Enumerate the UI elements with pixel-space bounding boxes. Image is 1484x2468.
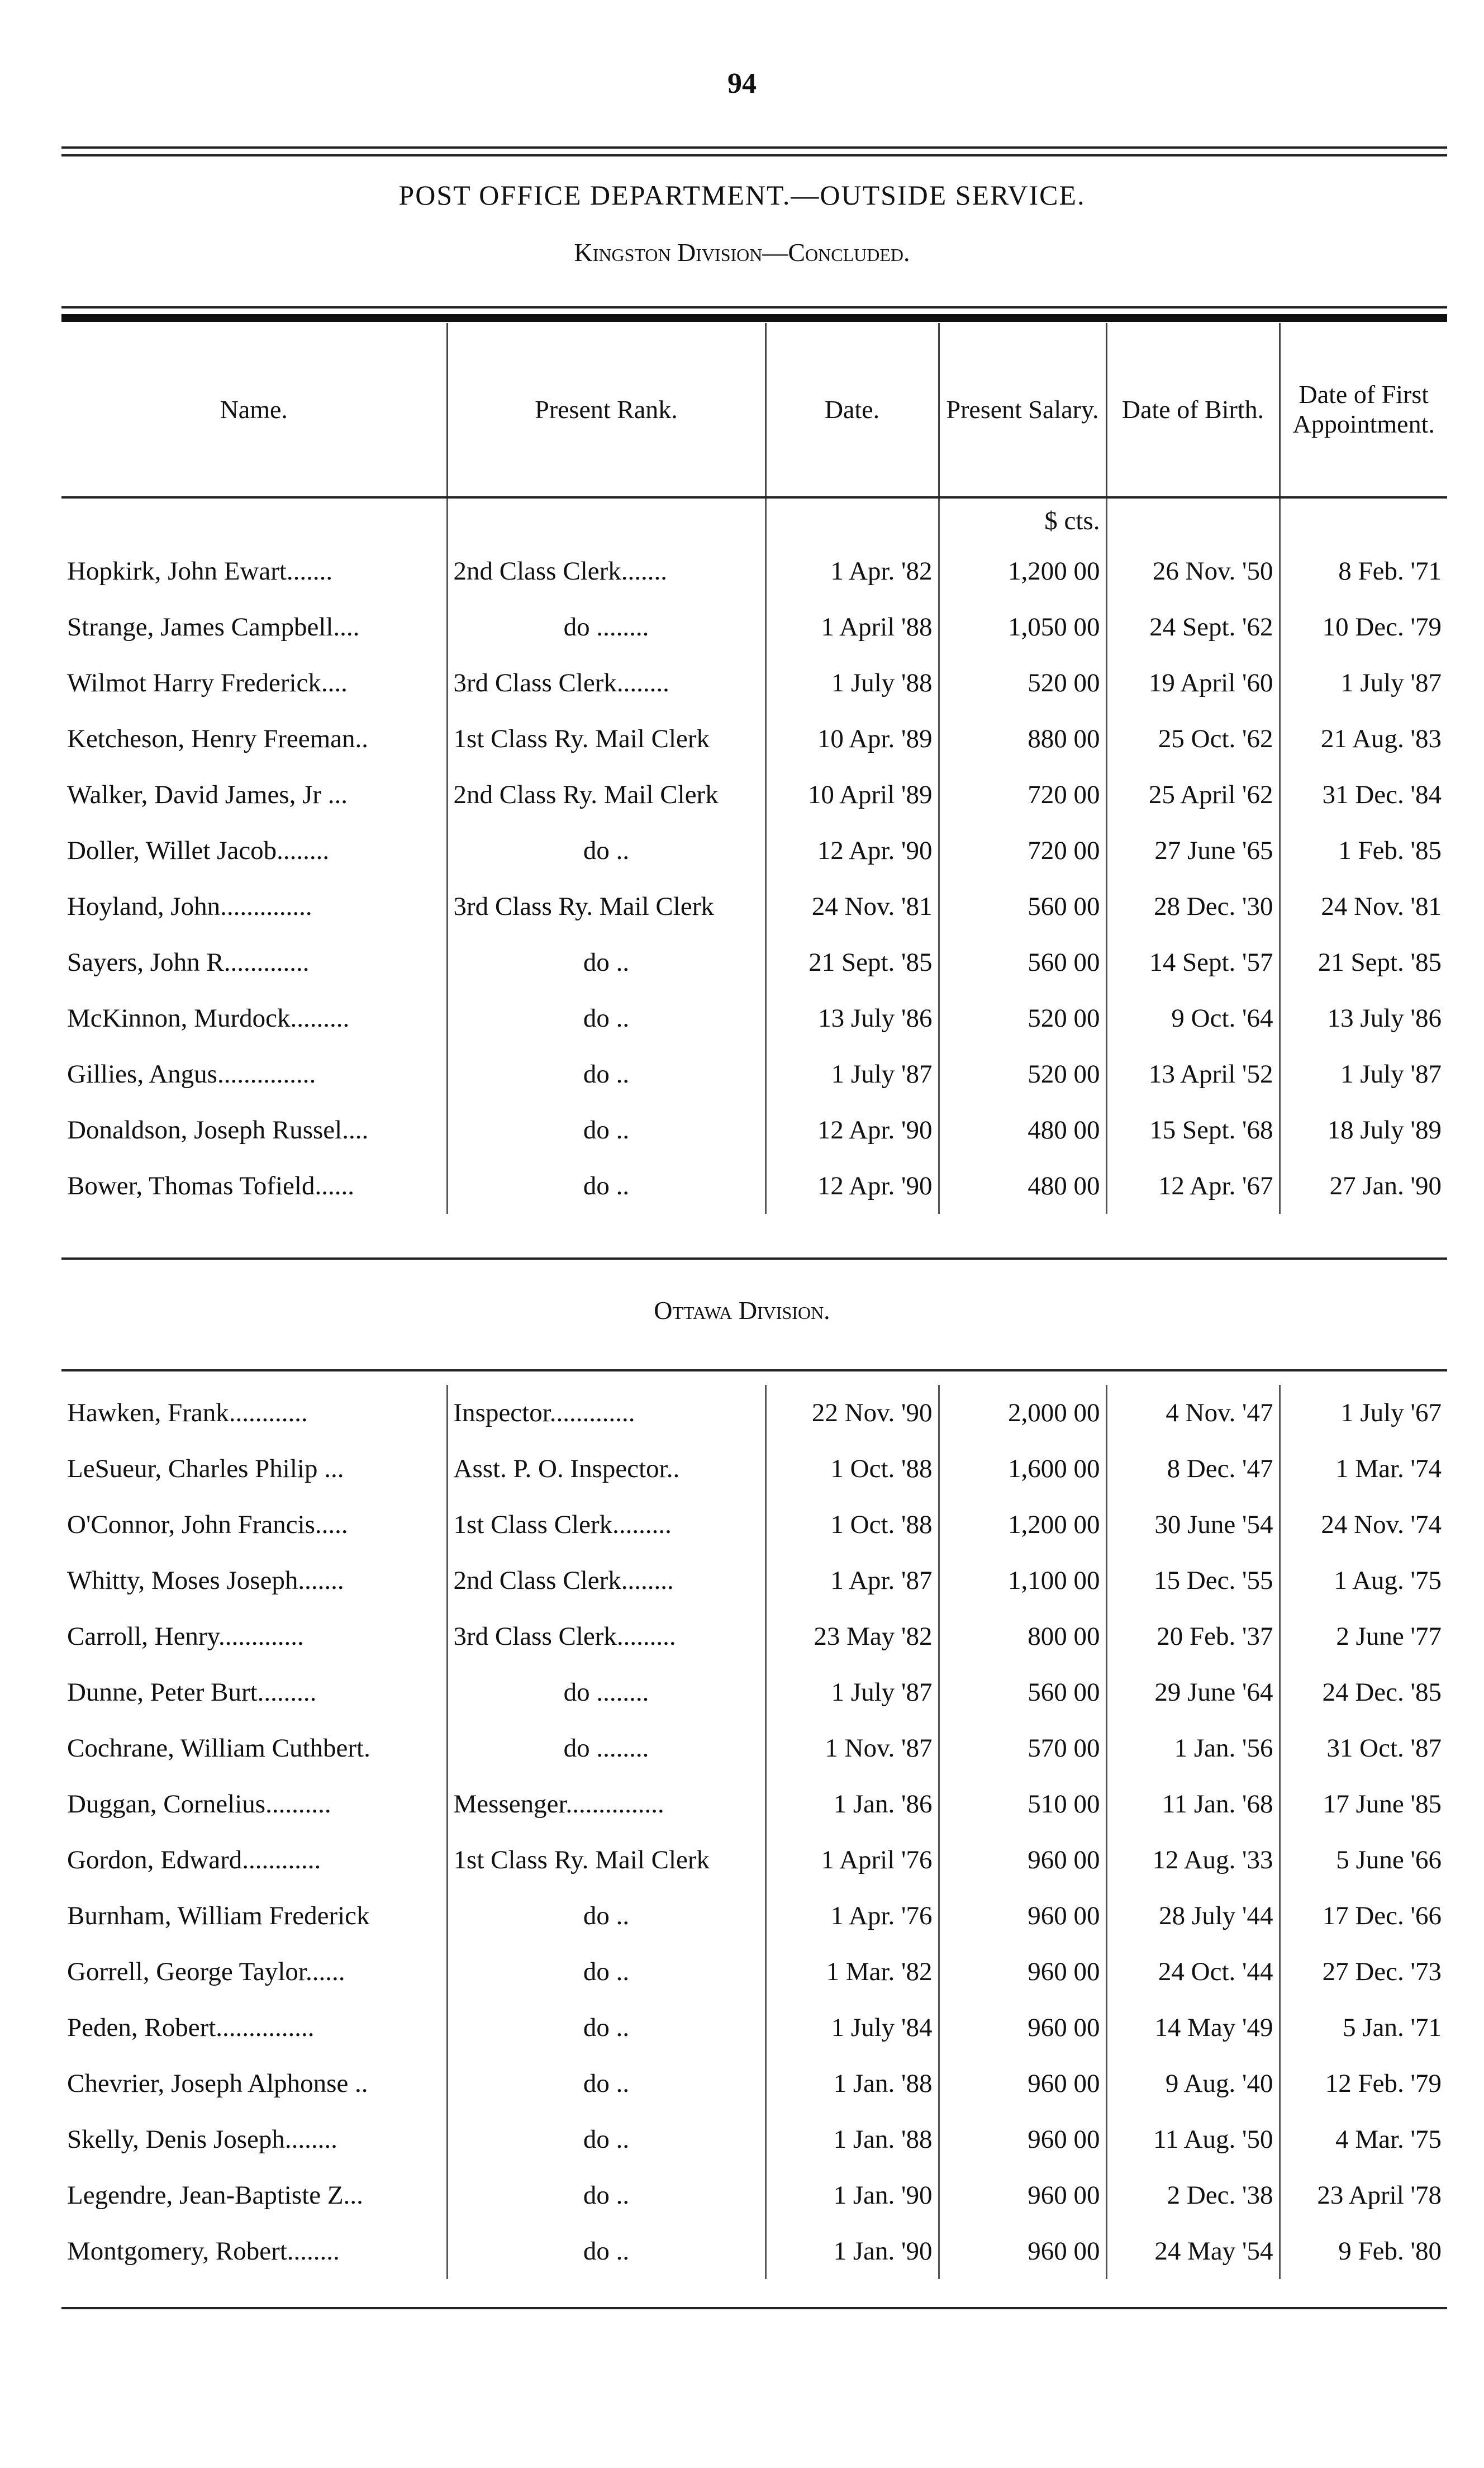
bottom-rule xyxy=(61,2307,1447,2309)
col-header-date: Date. xyxy=(765,323,939,497)
first-appointment-cell: 18 July '89 xyxy=(1280,1102,1447,1158)
date-cell: 24 Nov. '81 xyxy=(765,879,939,934)
col-header-rank: Present Rank. xyxy=(447,323,765,497)
date-cell: 1 July '87 xyxy=(765,1664,939,1720)
date-cell: 1 Oct. '88 xyxy=(765,1497,939,1553)
rank-cell: Inspector............. xyxy=(447,1385,765,1441)
rank-cell: 1st Class Clerk......... xyxy=(447,1497,765,1553)
birth-date-cell: 27 June '65 xyxy=(1106,823,1280,879)
table-row xyxy=(61,1664,1447,1720)
first-appointment-cell: 1 July '87 xyxy=(1280,655,1447,711)
first-appointment-cell: 27 Jan. '90 xyxy=(1280,1158,1447,1214)
salary-cell: 960 00 xyxy=(939,1888,1106,1944)
rank-cell: 3rd Class Ry. Mail Clerk xyxy=(447,879,765,934)
date-cell: 1 Jan. '88 xyxy=(765,2111,939,2167)
birth-date-cell: 20 Feb. '37 xyxy=(1106,1608,1280,1664)
birth-date-cell: 28 July '44 xyxy=(1106,1888,1280,1944)
name-cell: McKinnon, Murdock......... xyxy=(67,1004,350,1033)
name-cell: Doller, Willet Jacob........ xyxy=(67,836,330,865)
salary-cell: 1,600 00 xyxy=(939,1441,1106,1497)
table-row xyxy=(61,1158,1447,1214)
name-cell: Walker, David James, Jr ... xyxy=(67,780,348,809)
table-row xyxy=(61,2223,1447,2279)
rank-cell: 1st Class Ry. Mail Clerk xyxy=(447,1832,765,1888)
birth-date-cell: 26 Nov. '50 xyxy=(1106,543,1280,599)
rank-cell: do .. xyxy=(447,1046,765,1102)
salary-cell: 960 00 xyxy=(939,1944,1106,2000)
first-appointment-cell: 31 Oct. '87 xyxy=(1280,1720,1447,1776)
date-cell: 1 April '76 xyxy=(765,1832,939,1888)
salary-cell: 960 00 xyxy=(939,1832,1106,1888)
table-row xyxy=(61,1553,1447,1608)
ottawa-division-title: Ottawa Division. xyxy=(654,1296,830,1325)
rank-cell: do ........ xyxy=(447,1720,765,1776)
birth-date-cell: 2 Dec. '38 xyxy=(1106,2167,1280,2223)
salary-cell: 960 00 xyxy=(939,2000,1106,2056)
first-appointment-cell: 31 Dec. '84 xyxy=(1280,767,1447,823)
table-row xyxy=(61,1102,1447,1158)
salary-cell: 520 00 xyxy=(939,990,1106,1046)
salary-units: $ cts. xyxy=(939,497,1106,543)
name-cell: Sayers, John R............. xyxy=(67,948,310,977)
name-cell: Dunne, Peter Burt......... xyxy=(67,1678,317,1707)
salary-cell: 1,200 00 xyxy=(939,1497,1106,1553)
kingston-division-title: Kingston Division—Concluded. xyxy=(574,238,910,267)
name-cell: Burnham, William Frederick xyxy=(67,1901,370,1930)
salary-cell: 570 00 xyxy=(939,1720,1106,1776)
date-cell: 13 July '86 xyxy=(765,990,939,1046)
salary-cell: 1,050 00 xyxy=(939,599,1106,655)
birth-date-cell: 1 Jan. '56 xyxy=(1106,1720,1280,1776)
birth-date-cell: 25 Oct. '62 xyxy=(1106,711,1280,767)
name-cell: Hoyland, John.............. xyxy=(67,892,312,921)
rank-cell: do ........ xyxy=(447,1664,765,1720)
first-appointment-cell: 2 June '77 xyxy=(1280,1608,1447,1664)
first-appointment-cell: 1 Mar. '74 xyxy=(1280,1441,1447,1497)
rank-cell: 2nd Class Clerk....... xyxy=(447,543,765,599)
name-cell: O'Connor, John Francis..... xyxy=(67,1510,348,1539)
name-cell: Chevrier, Joseph Alphonse .. xyxy=(67,2069,368,2098)
date-cell: 12 Apr. '90 xyxy=(765,1102,939,1158)
date-cell: 1 April '88 xyxy=(765,599,939,655)
name-cell: Peden, Robert............... xyxy=(67,2013,315,2042)
rank-cell: do .. xyxy=(447,1102,765,1158)
salary-cell: 720 00 xyxy=(939,767,1106,823)
table-row xyxy=(61,823,1447,879)
department-title: POST OFFICE DEPARTMENT.—OUTSIDE SERVICE. xyxy=(398,179,1086,211)
first-appointment-cell: 10 Dec. '79 xyxy=(1280,599,1447,655)
table-row xyxy=(61,2056,1447,2111)
kingston-end-rule xyxy=(61,1257,1447,1260)
first-appointment-cell: 5 June '66 xyxy=(1280,1832,1447,1888)
birth-date-cell: 19 April '60 xyxy=(1106,655,1280,711)
rank-cell: do .. xyxy=(447,1944,765,2000)
rank-cell: 2nd Class Clerk........ xyxy=(447,1553,765,1608)
first-appointment-cell: 1 Aug. '75 xyxy=(1280,1553,1447,1608)
date-cell: 1 Nov. '87 xyxy=(765,1720,939,1776)
date-cell: 23 May '82 xyxy=(765,1608,939,1664)
birth-date-cell: 9 Oct. '64 xyxy=(1106,990,1280,1046)
table-row xyxy=(61,655,1447,711)
birth-date-cell: 14 May '49 xyxy=(1106,2000,1280,2056)
first-appointment-cell: 1 Feb. '85 xyxy=(1280,823,1447,879)
birth-date-cell: 11 Jan. '68 xyxy=(1106,1776,1280,1832)
name-cell: Carroll, Henry............. xyxy=(67,1622,304,1651)
table-row xyxy=(61,1832,1447,1888)
table-row xyxy=(61,711,1447,767)
name-cell: Hawken, Frank............ xyxy=(67,1398,308,1427)
first-appointment-cell: 1 July '67 xyxy=(1280,1385,1447,1441)
name-cell: Duggan, Cornelius.......... xyxy=(67,1790,331,1819)
salary-cell: 880 00 xyxy=(939,711,1106,767)
table-row xyxy=(61,879,1447,934)
first-appointment-cell: 4 Mar. '75 xyxy=(1280,2111,1447,2167)
rank-cell: do .. xyxy=(447,823,765,879)
table-row xyxy=(61,1776,1447,1832)
top-rule-1 xyxy=(61,146,1447,149)
col-header-salary: Present Salary. xyxy=(939,323,1106,497)
birth-date-cell: 8 Dec. '47 xyxy=(1106,1441,1280,1497)
first-appointment-cell: 1 July '87 xyxy=(1280,1046,1447,1102)
first-appointment-cell: 24 Nov. '74 xyxy=(1280,1497,1447,1553)
table-row xyxy=(61,543,1447,599)
salary-cell: 480 00 xyxy=(939,1102,1106,1158)
first-appointment-cell: 13 July '86 xyxy=(1280,990,1447,1046)
first-appointment-cell: 24 Dec. '85 xyxy=(1280,1664,1447,1720)
date-cell: 21 Sept. '85 xyxy=(765,934,939,990)
rank-cell: 3rd Class Clerk......... xyxy=(447,1608,765,1664)
date-cell: 1 July '88 xyxy=(765,655,939,711)
salary-cell: 1,200 00 xyxy=(939,543,1106,599)
rank-cell: do .. xyxy=(447,2000,765,2056)
name-cell: Hopkirk, John Ewart....... xyxy=(67,557,333,586)
salary-cell: 960 00 xyxy=(939,2111,1106,2167)
date-cell: 1 Apr. '87 xyxy=(765,1553,939,1608)
salary-cell: 510 00 xyxy=(939,1776,1106,1832)
date-cell: 10 Apr. '89 xyxy=(765,711,939,767)
table-row xyxy=(61,1608,1447,1664)
salary-cell: 560 00 xyxy=(939,1664,1106,1720)
table-row xyxy=(61,2167,1447,2223)
date-cell: 1 Apr. '82 xyxy=(765,543,939,599)
col-header-first-appointment: Date of First Appointment. xyxy=(1280,323,1447,497)
name-cell: Ketcheson, Henry Freeman.. xyxy=(67,724,369,753)
birth-date-cell: 24 Sept. '62 xyxy=(1106,599,1280,655)
date-cell: 1 Jan. '90 xyxy=(765,2167,939,2223)
rank-cell: Messenger............... xyxy=(447,1776,765,1832)
date-cell: 12 Apr. '90 xyxy=(765,1158,939,1214)
birth-date-cell: 12 Apr. '67 xyxy=(1106,1158,1280,1214)
rank-cell: 2nd Class Ry. Mail Clerk xyxy=(447,767,765,823)
rank-cell: do .. xyxy=(447,1888,765,1944)
salary-cell: 960 00 xyxy=(939,2056,1106,2111)
table-row xyxy=(61,990,1447,1046)
first-appointment-cell: 23 April '78 xyxy=(1280,2167,1447,2223)
name-cell: Gordon, Edward............ xyxy=(67,1845,321,1874)
birth-date-cell: 24 Oct. '44 xyxy=(1106,1944,1280,2000)
date-cell: 10 April '89 xyxy=(765,767,939,823)
table-row xyxy=(61,1497,1447,1553)
first-appointment-cell: 9 Feb. '80 xyxy=(1280,2223,1447,2279)
rank-cell: 3rd Class Clerk........ xyxy=(447,655,765,711)
salary-cell: 560 00 xyxy=(939,934,1106,990)
salary-cell: 720 00 xyxy=(939,823,1106,879)
date-cell: 12 Apr. '90 xyxy=(765,823,939,879)
table-row xyxy=(61,1441,1447,1497)
salary-cell: 1,100 00 xyxy=(939,1553,1106,1608)
name-cell: Legendre, Jean-Baptiste Z... xyxy=(67,2181,363,2210)
table-header-row xyxy=(61,323,1447,497)
salary-cell: 520 00 xyxy=(939,655,1106,711)
name-cell: Whitty, Moses Joseph....... xyxy=(67,1566,344,1595)
rank-cell: do .. xyxy=(447,934,765,990)
first-appointment-cell: 21 Sept. '85 xyxy=(1280,934,1447,990)
table-row xyxy=(61,1720,1447,1776)
top-rule-2 xyxy=(61,154,1447,156)
table-row xyxy=(61,2000,1447,2056)
table-row xyxy=(61,599,1447,655)
rank-cell: do .. xyxy=(447,1158,765,1214)
rank-cell: do .. xyxy=(447,2167,765,2223)
table-row xyxy=(61,934,1447,990)
name-cell: LeSueur, Charles Philip ... xyxy=(67,1454,344,1483)
name-cell: Skelly, Denis Joseph........ xyxy=(67,2125,337,2154)
date-cell: 1 Jan. '90 xyxy=(765,2223,939,2279)
salary-cell: 480 00 xyxy=(939,1158,1106,1214)
name-cell: Wilmot Harry Frederick.... xyxy=(67,668,348,697)
date-cell: 1 Apr. '76 xyxy=(765,1888,939,1944)
rank-cell: do .. xyxy=(447,2111,765,2167)
ottawa-table xyxy=(61,1385,1447,2279)
birth-date-cell: 13 April '52 xyxy=(1106,1046,1280,1102)
name-cell: Cochrane, William Cuthbert. xyxy=(67,1734,370,1763)
table-top-rule-thin xyxy=(61,306,1447,308)
birth-date-cell: 15 Sept. '68 xyxy=(1106,1102,1280,1158)
rank-cell: do .. xyxy=(447,2223,765,2279)
table-row xyxy=(61,767,1447,823)
col-header-name: Name. xyxy=(61,323,447,497)
date-cell: 1 Jan. '88 xyxy=(765,2056,939,2111)
salary-cell: 560 00 xyxy=(939,879,1106,934)
first-appointment-cell: 21 Aug. '83 xyxy=(1280,711,1447,767)
name-cell: Gorrell, George Taylor...... xyxy=(67,1957,345,1986)
salary-cell: 960 00 xyxy=(939,2223,1106,2279)
first-appointment-cell: 17 June '85 xyxy=(1280,1776,1447,1832)
birth-date-cell: 30 June '54 xyxy=(1106,1497,1280,1553)
birth-date-cell: 15 Dec. '55 xyxy=(1106,1553,1280,1608)
table-row xyxy=(61,1385,1447,1441)
name-cell: Gillies, Angus............... xyxy=(67,1060,316,1089)
first-appointment-cell: 5 Jan. '71 xyxy=(1280,2000,1447,2056)
ottawa-top-rule xyxy=(61,1369,1447,1371)
units-row xyxy=(61,497,1447,543)
date-cell: 1 Mar. '82 xyxy=(765,1944,939,2000)
date-cell: 22 Nov. '90 xyxy=(765,1385,939,1441)
first-appointment-cell: 8 Feb. '71 xyxy=(1280,543,1447,599)
name-cell: Bower, Thomas Tofield...... xyxy=(67,1171,354,1200)
rank-cell: Asst. P. O. Inspector.. xyxy=(447,1441,765,1497)
name-cell: Montgomery, Robert........ xyxy=(67,2237,340,2266)
birth-date-cell: 11 Aug. '50 xyxy=(1106,2111,1280,2167)
page-number: 94 xyxy=(727,68,757,99)
birth-date-cell: 9 Aug. '40 xyxy=(1106,2056,1280,2111)
birth-date-cell: 28 Dec. '30 xyxy=(1106,879,1280,934)
date-cell: 1 July '84 xyxy=(765,2000,939,2056)
date-cell: 1 Jan. '86 xyxy=(765,1776,939,1832)
first-appointment-cell: 27 Dec. '73 xyxy=(1280,1944,1447,2000)
birth-date-cell: 12 Aug. '33 xyxy=(1106,1832,1280,1888)
salary-cell: 800 00 xyxy=(939,1608,1106,1664)
table-row xyxy=(61,1944,1447,2000)
birth-date-cell: 24 May '54 xyxy=(1106,2223,1280,2279)
kingston-table xyxy=(61,323,1447,1214)
first-appointment-cell: 24 Nov. '81 xyxy=(1280,879,1447,934)
first-appointment-cell: 12 Feb. '79 xyxy=(1280,2056,1447,2111)
table-top-rule-thick xyxy=(61,314,1447,322)
salary-cell: 2,000 00 xyxy=(939,1385,1106,1441)
name-cell: Donaldson, Joseph Russel.... xyxy=(67,1116,369,1145)
col-header-birth: Date of Birth. xyxy=(1106,323,1280,497)
birth-date-cell: 25 April '62 xyxy=(1106,767,1280,823)
rank-cell: do .. xyxy=(447,2056,765,2111)
birth-date-cell: 14 Sept. '57 xyxy=(1106,934,1280,990)
table-row xyxy=(61,2111,1447,2167)
date-cell: 1 Oct. '88 xyxy=(765,1441,939,1497)
salary-cell: 960 00 xyxy=(939,2167,1106,2223)
first-appointment-cell: 17 Dec. '66 xyxy=(1280,1888,1447,1944)
date-cell: 1 July '87 xyxy=(765,1046,939,1102)
rank-cell: 1st Class Ry. Mail Clerk xyxy=(447,711,765,767)
salary-cell: 520 00 xyxy=(939,1046,1106,1102)
name-cell: Strange, James Campbell.... xyxy=(67,613,360,642)
rank-cell: do ........ xyxy=(447,599,765,655)
table-row xyxy=(61,1888,1447,1944)
rank-cell: do .. xyxy=(447,990,765,1046)
table-row xyxy=(61,1046,1447,1102)
birth-date-cell: 29 June '64 xyxy=(1106,1664,1280,1720)
birth-date-cell: 4 Nov. '47 xyxy=(1106,1385,1280,1441)
